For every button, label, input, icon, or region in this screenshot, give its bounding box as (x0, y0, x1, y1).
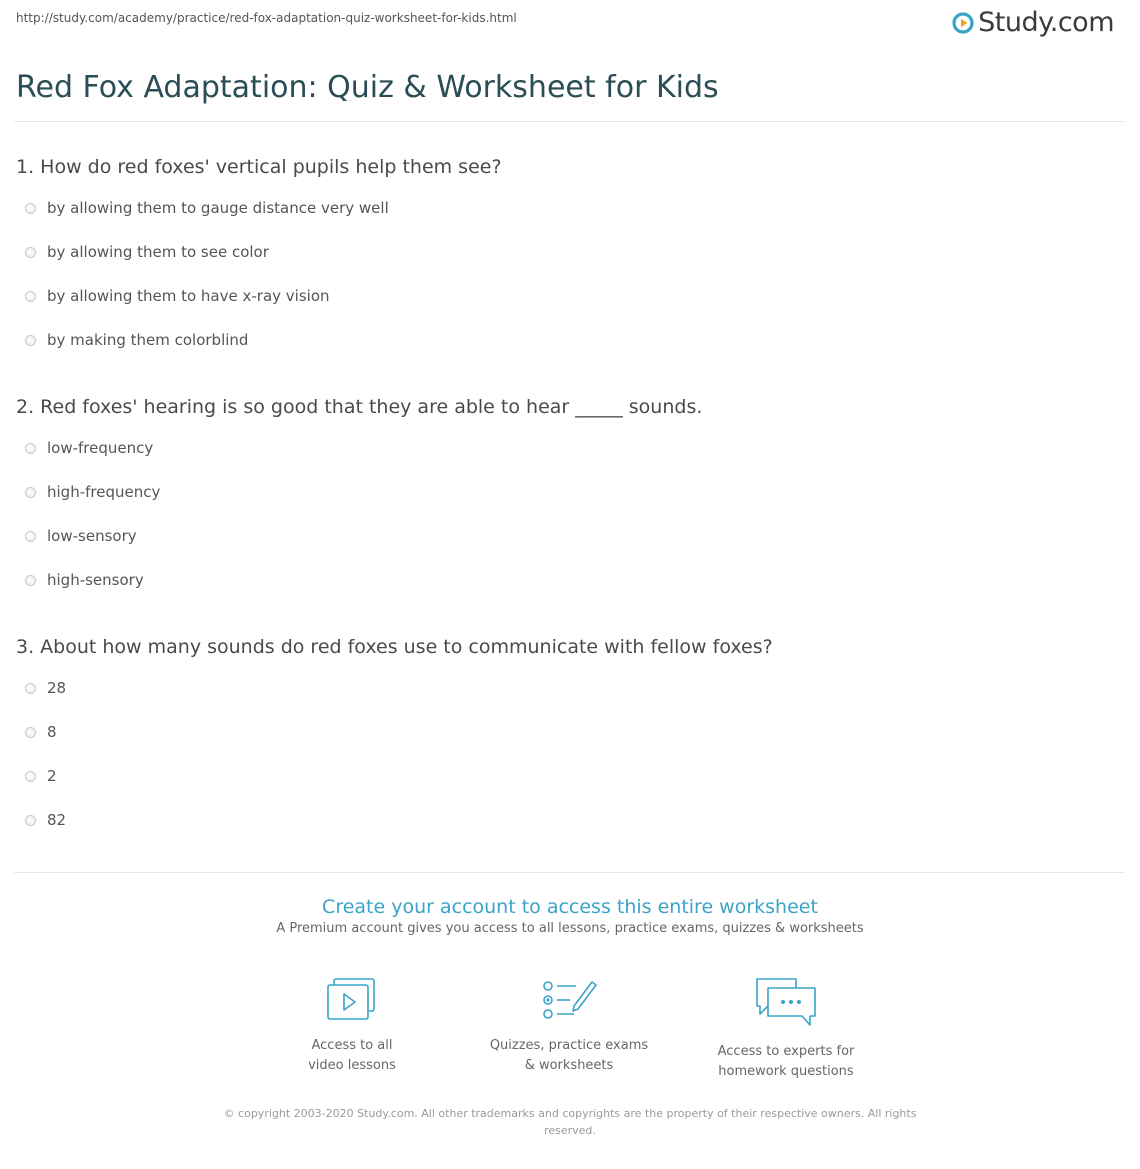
answer-label: high-frequency (47, 483, 161, 501)
question-text: 3. About how many sounds do red foxes use to communicate with fellow foxes? (16, 636, 773, 658)
signup-cta (0, 895, 1140, 936)
radio-button[interactable] (25, 335, 36, 346)
feature-quizzes (469, 976, 669, 1076)
top-bar (0, 0, 1140, 40)
radio-button[interactable] (25, 487, 36, 498)
cta-subtitle: A Premium account gives you access to all lessons, practice exams, quizzes & worksheets (276, 921, 864, 936)
answer-label: 28 (47, 679, 67, 697)
radio-button[interactable] (25, 443, 36, 454)
title-divider (14, 121, 1125, 122)
question-1 (16, 156, 1116, 349)
cta-divider (14, 872, 1125, 873)
radio-button[interactable] (25, 575, 36, 586)
answer-label: 2 (47, 767, 57, 785)
radio-button[interactable] (25, 531, 36, 542)
page-url[interactable]: http://study.com/academy/practice/red-fox-adaptation-quiz-worksheet-for-kids.html (16, 11, 517, 25)
radio-button[interactable] (25, 247, 36, 258)
radio-button[interactable] (25, 815, 36, 826)
radio-button[interactable] (25, 291, 36, 302)
answer-label: 82 (47, 811, 67, 829)
answer-label: 8 (47, 723, 57, 741)
question-2 (16, 396, 1116, 589)
question-text: 1. How do red foxes' vertical pupils help them see? (16, 156, 502, 178)
copyright-notice: © copyright 2003-2020 Study.com. All other trademarks and copyrights are the property of their respective owners. All rights reserved. (223, 1107, 917, 1137)
feature-label: Access to experts for homework questions (717, 1044, 855, 1079)
quiz-checklist-icon (540, 976, 598, 1022)
feature-video-lessons (252, 976, 452, 1076)
radio-button[interactable] (25, 771, 36, 782)
feature-label: Access to all video lessons (308, 1038, 396, 1073)
answer-label: low-sensory (47, 527, 137, 545)
radio-button[interactable] (25, 683, 36, 694)
logo-text: Study.com (978, 7, 1114, 38)
page-title: Red Fox Adaptation: Quiz & Worksheet for Kids (16, 70, 719, 105)
question-3 (16, 636, 1116, 829)
answer-label: by making them colorblind (47, 331, 249, 349)
feature-experts (686, 976, 886, 1082)
chat-bubbles-icon (754, 976, 818, 1028)
play-circle-icon (952, 12, 974, 34)
answer-label: by allowing them to see color (47, 243, 269, 261)
study-com-logo[interactable] (952, 8, 1114, 38)
radio-button[interactable] (25, 727, 36, 738)
video-lessons-icon (325, 976, 379, 1022)
question-text: 2. Red foxes' hearing is so good that they are able to hear _____ sounds. (16, 396, 703, 418)
answer-label: by allowing them to gauge distance very well (47, 199, 389, 217)
feature-label: Quizzes, practice exams & worksheets (489, 1038, 649, 1073)
answer-label: by allowing them to have x-ray vision (47, 287, 330, 305)
radio-button[interactable] (25, 203, 36, 214)
create-account-link[interactable]: Create your account to access this entire worksheet (322, 896, 818, 918)
answer-label: low-frequency (47, 439, 154, 457)
answer-label: high-sensory (47, 571, 144, 589)
